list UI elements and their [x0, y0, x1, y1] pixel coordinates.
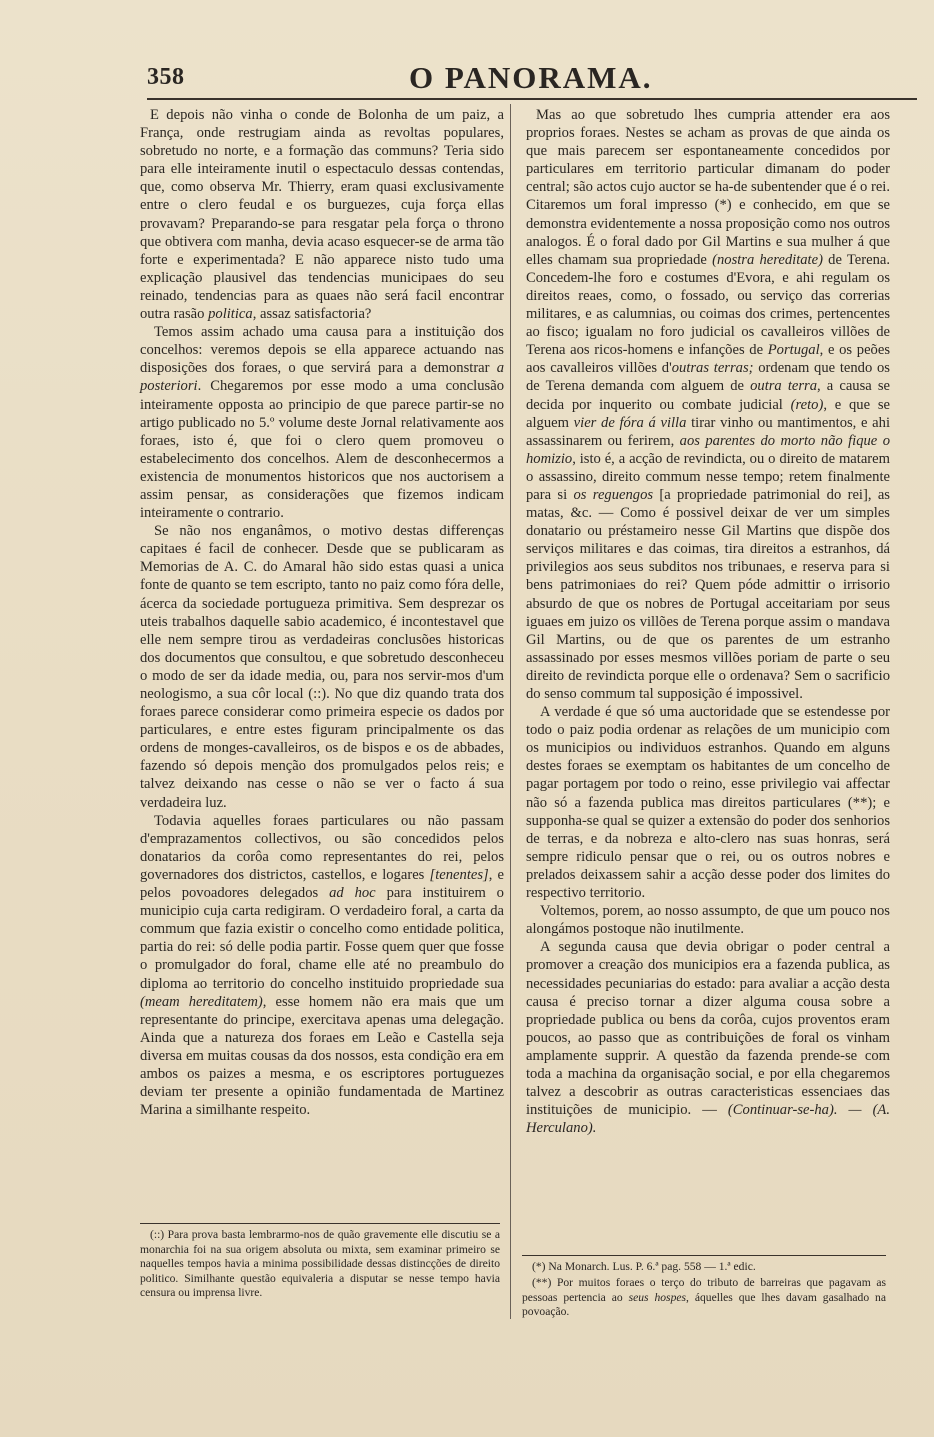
left-paragraph-1: E depois não vinha o conde de Bolonha de um paiz, a França, onde restrugiam ainda as revoltas populares, sobretudo no norte, e a formação das communs? Teria sido para elle inteiramente inutil o espectaculo dessas contendas, que, como observa Mr. Thierry, eram quasi exclusivamente entre o clero feudal e os burguezes, cuja força ellas provavam? Preparando-se para resgatar pela força o throno que obtivera com manha, devia acaso esquecer-se de arma tão forte e experimentada? E não apparece nisto tudo uma explicação plausivel das tendencias municipaes do seu reinado, tendencias para as quaes não será facil encontrar outra rasão politica, assaz satisfactoria?	[140, 107, 504, 323]
left-paragraph-4: Todavia aquelles foraes particulares ou não passam d'emprazamentos collectivos, ou são concedidos pelos donatarios da corôa como representantes do rei, pelos governadores dos districtos, castellos, e logares [tenentes], e pelos povoadores delegados ad hoc para instituirem o municipio cuja carta redigiram. O verdadeiro foral, a carta da commum que fazia existir o concelho como entidade politica, partia do rei: só delle podia partir. Fosse quem quer que fosse o promulgador do foral, chame elle até no preambulo do diploma ao territorio do concelho instituido propriedade sua (meam hereditatem), esse homem não era mais que um representante do principe, exercitava apenas uma delegação. Ainda que a natureza dos foraes em Leão e Castella seja diversa em muitas cousas da dos nossos, esta condição era em ambos os paizes a mesma, e os escriptores portuguezes deviam ter presente a opinião fundamentada de Martinez Marina a similhante respeito.	[140, 812, 505, 1119]
footnote-left: (::) Para prova basta lembrarmo-nos de quão gravemente elle discutiu se a monarchia foi na sua origem absoluta ou mixta, sem examinar primeiro se naquelles tempos havia a minima possibilidade dessas distincções de direito politico. Similhante questão equivaleria a disputar se nesse tempo havia censura ou imprensa livre.	[140, 1228, 500, 1300]
footnote-right-2: (**) Por muitos foraes o terço do tributo de barreiras que pagavam as pessoas pertencia ao seus hospes, áquelles que lhes davam gasalhado na povoação.	[522, 1276, 886, 1319]
left-paragraph-2: Temos assim achado uma causa para a instituição dos concelhos: veremos depois se ella apparece actuando nas disposições dos foraes, o que servirá para a demonstrar a posteriori. Chegaremos por esse modo a uma conclusão inteiramente opposta ao principio de que parece partir-se no artigo publicado no 5.º volume deste Jornal relativamente aos foraes, isto é, que foi o clero quem promoveu o estabelecimento dos concelhos. Alem de desconhecermos a existencia de monumentos historicos que nos auctorisem a assim pensar, as considerações que fizemos indicam inteiramente o contrario.	[140, 324, 504, 522]
column-divider	[510, 104, 511, 1319]
right-paragraph-4: A segunda causa que devia obrigar o poder central a promover a creação dos municipios era a fazenda publica, as necessidades pecuniarias do estado: para avaliar a acção desta causa é preciso tornar a dizer alguma cousa sobre a propriedade publica ou bens da corôa, cujos proventos eram poucos, ao passo que as contribuições de foral os vinham amplamente supprir. A questão da fazenda prende-se com toda a machina da organisação social, e por ella chegaremos talvez a descobrir as outras caracteristicas essenciaes das instituições de municipio. — (Continuar-se-ha). — (A. Herculano).	[526, 939, 890, 1137]
footnote-rule-left	[140, 1223, 500, 1224]
right-paragraph-1: Mas ao que sobretudo lhes cumpria attender era aos proprios foraes. Nestes se acham as provas de que ainda os que mais parecem ser espontaneamente concedidos por particulares em territorio particular dimanam do poder central; são actos cujo auctor se ha-de subentender que é o rei. Citaremos um foral impresso (*) e conhecido, em que se demonstra evidentemente a nossa proposição como nos outros analogos. É o foral dado por Gil Martins e sua mulher á que elles chamam sua propriedade (nostra hereditate) de Terena. Concedem-lhe foro e costumes d'Evora, e ahi regulam os direitos reaes, como, o fossado, ou serviço das correrias militares, e as calumnias, ou coimas dos crimes, pertencentes ao fisco; igualam no foro judicial os cavalleiros villões de Terena aos ricos-homens e infanções de Portugal, e os peões aos cavalleiros villões d'outras terras; ordenam que tendo os de Terena demanda com alguem de outra terra, a causa se decida por inquerito ou combate judicial (reto), e que se alguem vier de fóra á villa tirar vinho ou mantimentos, e ahi assassinarem ou ferirem, aos parentes do morto não fique o homizio, isto é, a acção de revindicta, ou o direito de matarem o assassino, direito commum nesse tempo; retem finalmente para si os reguengos [a propriedade patrimonial do rei], as matas, &c. — Como é possivel deixar de ver um simples donatario ou préstameiro nesse Gil Martins que dispõe dos serviços militares e das coimas, tira direitos a estranhos, dá privilegios aos seus subditos nos tribunaes, e reserva para si bens patrimoniaes do rei? Quem póde admittir o irrisorio absurdo de que os nobres de Portugal acceitariam por seus iguaes em juizo os villões de Terena porque assim o mandava Gil Martins, ou de que os parentes de um estranho assassinado por esses mesmos villões poriam de parte o seu direito de revindicta porque elle o ordenava? Sem o sacrificio do senso commum tal supposição é impossivel.	[526, 107, 891, 702]
footnote-right-1: (*) Na Monarch. Lus. P. 6.ª pag. 558 — 1.ª edic.	[532, 1260, 756, 1273]
page-number: 358	[147, 64, 185, 90]
journal-title: O PANORAMA.	[409, 60, 653, 95]
right-paragraph-3: Voltemos, porem, ao nosso assumpto, de que um pouco nos alongámos postoque não inutilmente.	[526, 903, 890, 938]
author-signature: (Continuar-se-ha). — (A. Herculano).	[526, 1102, 890, 1137]
header-rule	[147, 98, 917, 100]
left-paragraph-3: Se não nos enganâmos, o motivo destas differenças capitaes é facil de conhecer. Desde que se publicaram as Memorias de A. C. do Amaral hão sido estas quasi a unica fonte de quanto se tem escripto, tanto no paiz como fóra delle, ácerca da sociedade portugueza primitiva. Sem desprezar os uteis trabalhos daquelle sabio academico, é incontestavel que elle nem sempre tirou as verdadeiras conclusões historicas dos documentos que consultou, e que sobretudo desconheceu o modo de ser da idade media, ou, para nos servir-mos d'um neologismo, a sua côr local (::). No que diz quando trata dos foraes parece considerar como primeira especie os dados por particulares, e entre estes figuram principalmente os das ordens de monges-cavalleiros, os de bispos e os de abbades, fazendo só depois menção dos promulgados pelos reis; e talvez deixando nas cesse o não se ver o facto á sua verdadeira luz.	[140, 523, 504, 811]
footnote-rule-right	[522, 1255, 886, 1256]
left-column	[140, 106, 504, 1119]
right-column	[526, 106, 890, 1137]
page-header	[147, 60, 917, 95]
right-paragraph-2: A verdade é que só uma auctoridade que se estendesse por todo o paiz podia ordenar as relações de um municipio com os municipios ou individuos estranhos. Quando em alguns destes foraes se exemptam os habitantes de um concelho de pagar portagem por todo o reino, esse privilegio vai affectar não só a fazenda publica mas direitos particulares (**); e supponha-se qual se quizer a extensão do poder dos senhorios de terras, e da nobreza e alto-clero nas suas honras, será sempre ridiculo pensar que o rei, ou os outros nobres e prelados deixassem sahir a acção desse poder dos limites do respectivo territorio.	[526, 704, 890, 902]
